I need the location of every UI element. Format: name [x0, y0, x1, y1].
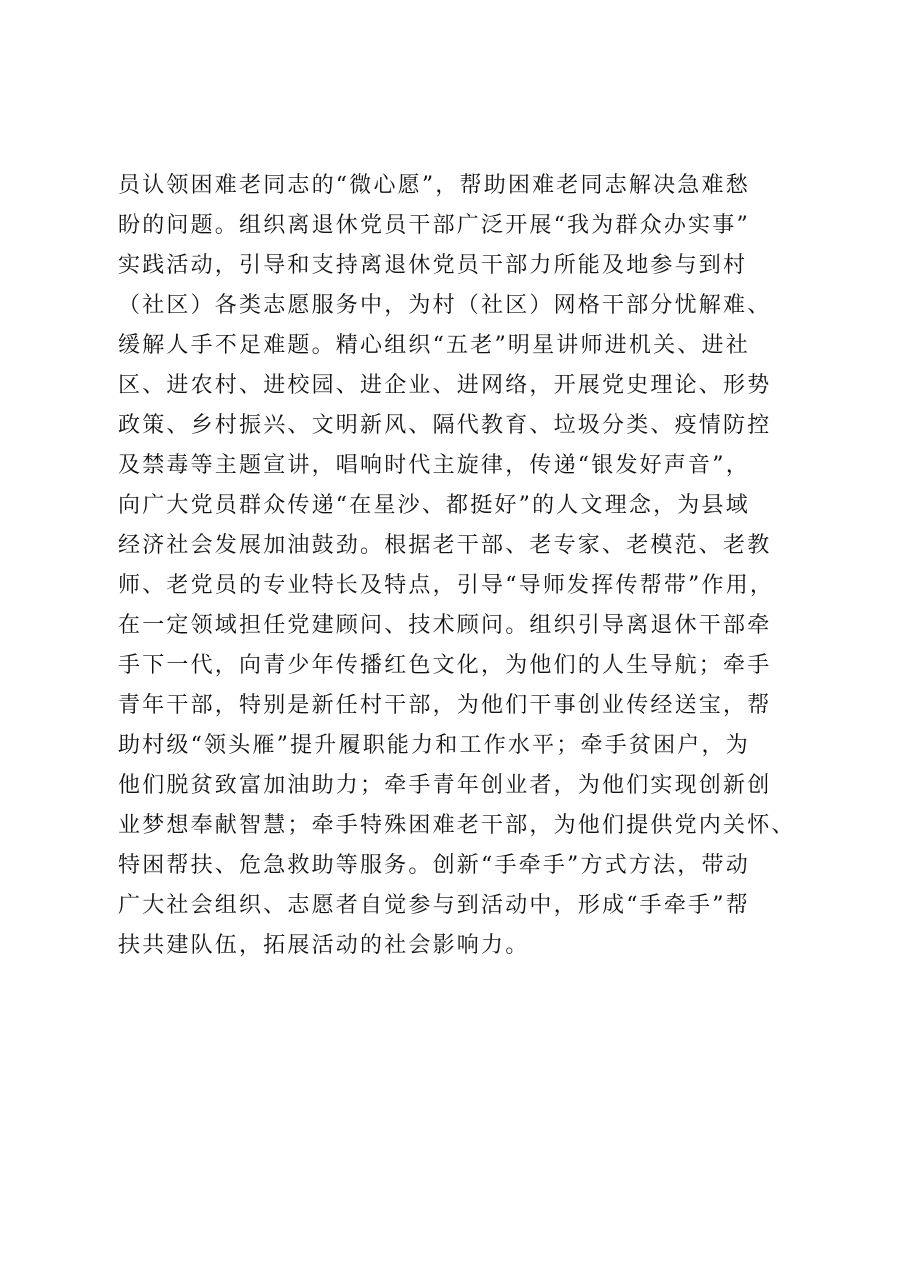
- text-line: 助村级“领头雁”提升履职能力和工作水平；牵手贫困户，为: [118, 733, 750, 758]
- text-line: 广大社会组织、志愿者自觉参与到活动中，形成“手牵手”帮: [118, 893, 750, 918]
- text-line: 扶共建队伍，拓展活动的社会影响力。: [118, 933, 530, 958]
- text-line: 缓解人手不足难题。精心组织“五老”明星讲师进机关、进社: [118, 333, 750, 358]
- text-line: 向广大党员群众传递“在星沙、都挺好”的人文理念，为县域: [118, 493, 750, 518]
- text-line: 经济社会发展加油鼓劲。根据老干部、老专家、老模范、老教: [118, 533, 772, 558]
- text-line: 业梦想奉献智慧；牵手特殊困难老干部，为他们提供党内关怀、: [118, 813, 796, 838]
- text-line: 师、老党员的专业特长及特点，引导“导师发挥传帮带”作用，: [118, 573, 775, 598]
- text-line: 员认领困难老同志的“微心愿”，帮助困难老同志解决急难愁: [118, 173, 750, 198]
- text-line: 青年干部，特别是新任村干部，为他们干事创业传经送宝，帮: [118, 693, 772, 718]
- text-line: 政策、乡村振兴、文明新风、隔代教育、垃圾分类、疫情防控: [118, 413, 772, 438]
- text-line: 区、进农村、进校园、进企业、进网络，开展党史理论、形势: [118, 373, 772, 398]
- text-line: 盼的问题。组织离退休党员干部广泛开展“我为群众办实事”: [118, 213, 750, 238]
- text-line: 他们脱贫致富加油助力；牵手青年创业者，为他们实现创新创: [118, 773, 772, 798]
- text-line: 在一定领域担任党建顾问、技术顾问。组织引导离退休干部牵: [118, 613, 772, 638]
- text-line: 特困帮扶、危急救助等服务。创新“手牵手”方式方法，带动: [118, 853, 750, 878]
- text-line: 手下一代，向青少年传播红色文化，为他们的人生导航；牵手: [118, 653, 772, 678]
- body-paragraph: [118, 166, 818, 966]
- text-line: 及禁毒等主题宣讲，唱响时代主旋律，传递“银发好声音”，: [118, 453, 750, 478]
- text-line: （社区）各类志愿服务中，为村（社区）网格干部分忧解难、: [118, 293, 772, 318]
- text-line: 实践活动，引导和支持离退休党员干部力所能及地参与到村: [118, 253, 748, 278]
